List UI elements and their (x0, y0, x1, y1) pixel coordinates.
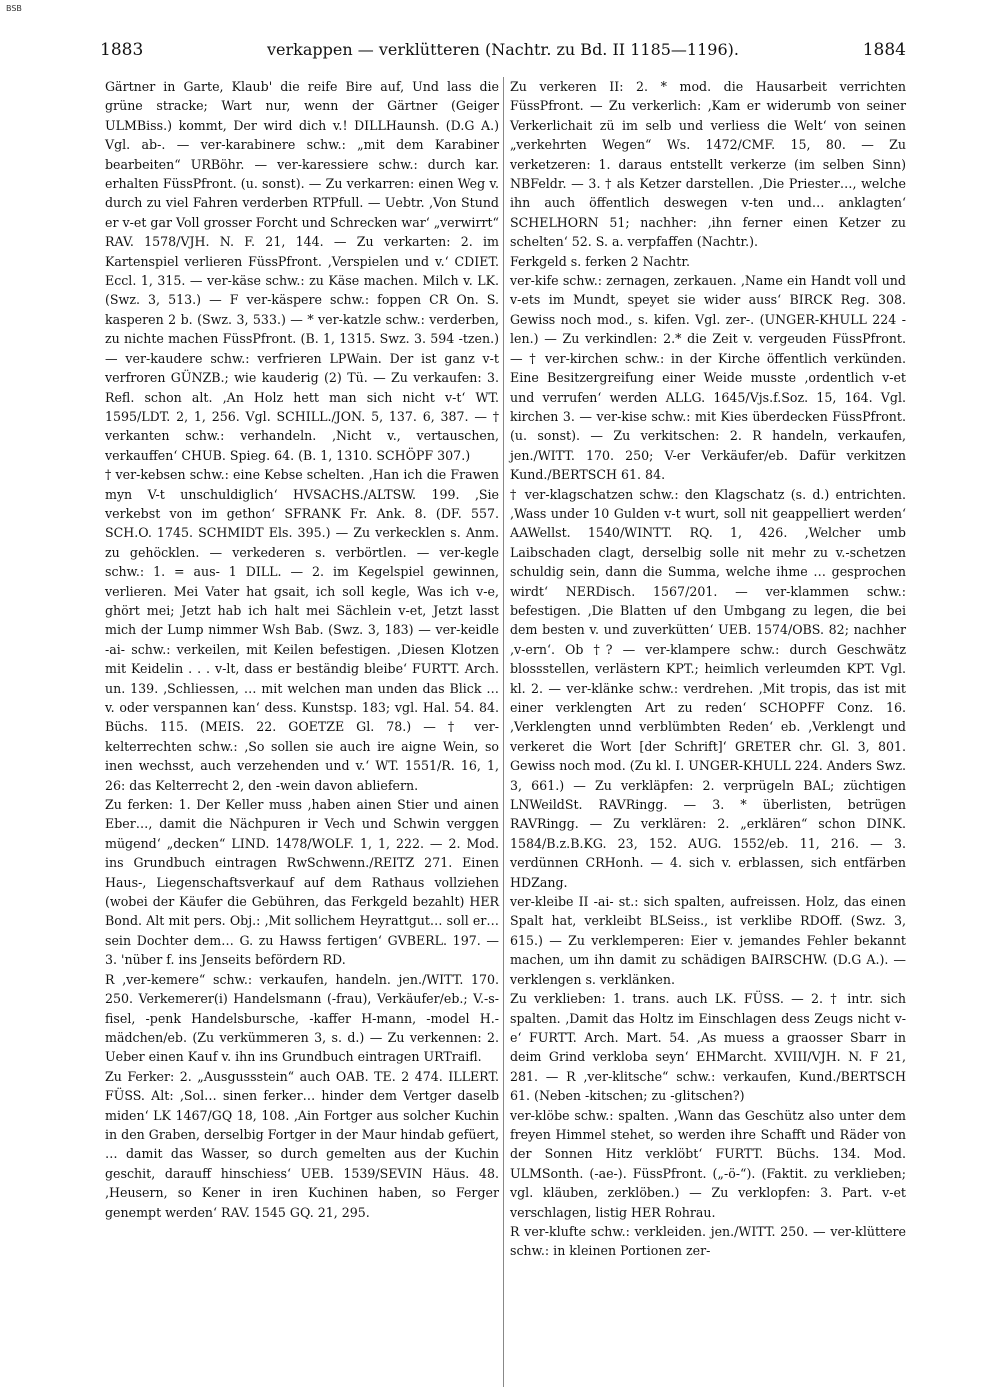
page-header (100, 40, 906, 66)
entry-paragraph: Gärtner in Garte, Klaub' die reife Bire auf, Und lass die grüne stracke; Wart nur, wenn der Gärtner (Geiger ULMBiss.) kommt, Der wird dich v.! DILLHaunsh. (D.G A.) Vgl. ab-. — ver-karabinere schw.: „mit dem Karabiner bearbeiten“ URBöhr. — ver-karessiere schw.: durch kar. erhalten FüssPfront. (u. sonst). — Zu verkarren: einen Weg v. durch zu viel Fahren verderben RTPfull. — Uebtr. ‚Von Stund er v-et gar Voll grosser Forcht und Schrecken war‘ „verwirrt“ RAV. 1578/VJH. N. F. 21, 144. — Zu verkarten: 2. im Kartenspiel verlieren FüssPfront. ‚Verspielen und v.‘ CDIET. Eccl. 1, 315. — ver-käse schw.: zu Käse machen. Milch v. LK. (Swz. 3, 513.) — F ver-käspere schw.: foppen CR On. S. kasperen 2 b. (Swz. 3, 533.) — * ver-katzle schw.: verderben, zu nichte machen FüssPfront. (B. 1, 1315. Swz. 3. 594 -tzen.) — ver-kaudere schw.: verfrieren LPWain. Der ist ganz v-t verfroren GÜNZB.; wie kauderig (2) Tü. — Zu verkaufen: 3. Refl. schon alt. ‚An Holz hett man sich nicht v-t‘ WT. 1595/LDT. 2, 1, 256. Vgl. SCHILL./JON. 5, 137. 6, 387. — † verkanten schw.: verhandeln. ‚Nicht v., vertauschen, verkauffen‘ CHUB. Spieg. 64. (B. 1, 1310. SCHÖPF 307.) (105, 79, 499, 463)
library-stamp: BSB (6, 4, 22, 13)
running-title: verkappen — verklütteren (Nachtr. zu Bd. II 1185—1196). (267, 40, 739, 59)
entry-paragraph: ver-kife schw.: zernagen, zerkauen. ‚Name ein Handt voll und v-ets im Mundt, speyet sie wider auss‘ BIRCK Reg. 308. Gewiss noch mod., s. kifen. Vgl. zer-. (UNGER-KHULL 224 -len.) — Zu verkindlen: 2.* die Zeit v. vergeuden FüssPfront. — † ver-kirchen schw.: in der Kirche öffentlich verkünden. Eine Besitzergreifung einer Weide musste ‚ordentlich v-et und verrufen‘ werden ALLG. 1645/Vjs.f.Soz. 15, 164. Vgl. kirchen 3. — ver-kise schw.: mit Kies überdecken FüssPfront. (u. sonst). — Zu verkitschen: 2. R handeln, verkaufen, jen./WITT. 170. 250; V-er Verkäufer/eb. Dafür verkitzen Kund./BERTSCH 61. 84. (510, 273, 906, 483)
entry-paragraph: ver-kleibe II -ai- st.: sich spalten, aufreissen. Holz, das einen Spalt hat, verkleibt BLSeiss., ist verklibe RDOff. (Swz. 3, 615.) — Zu verklemperen: Eier v. jemandes Fehler bekannt machen, um ihn damit zu schädigen BAIRSCHW. (D.G A.). — verklengen s. verklänken. (510, 894, 906, 987)
entry-paragraph: R ‚ver-kemere“ schw.: verkaufen, handeln. jen./WITT. 170. 250. Verkemerer(i) Handelsmann (-frau), Verkäufer/eb.; V.-s-fisel, -penk Handelsbursche, -kaffer H-mann, -model H.-mädchen/eb. (Zu verkümmeren 3, s. d.) — Zu verkennen: 2. Ueber einen Kauf v. ihn ins Grundbuch eintragen URTraifl. (105, 971, 499, 1065)
page-number-left: 1883 (100, 40, 144, 60)
entry-paragraph: † ver-klagschatzen schw.: den Klagschatz (s. d.) entrichten. ‚Wass under 10 Gulden v-t wurt, soll nit geappelliert werden‘ AAWellst. 1540/WINTT. RQ. 1, 426. ‚Welcher umb Laibschaden clagt, derselbig solle nit mehr zu v.-schetzen schuldig sein, dann die Summa, welche ihme … gesprochen wirdt‘ NERDisch. 1567/201. — ver-klammen schw.: befestigen. ‚Die Blatten uf den Umbgang zu legen, die bei dem besten v. und zuverkütten‘ UEB. 1574/OBS. 82; nachher ‚v-ern‘. Ob †? — ver-klampere schw.: durch Geschwätz blossstellen, verlästern KPT.; heimlich verleumden KPT. Vgl. kl. 2. — ver-klänke schw.: verdrehen. ‚Mit tropis, das ist mit einer verklengten Art zu reden‘ SCHOPFF Conz. 16. ‚Verklengten unnd verblümbten Reden‘ eb. ‚Verklengt und verkeret die Wort [der Schrift]‘ GRETER chr. Gl. 3, 801. Gewiss noch mod. (Zu kl. I. UNGER-KHULL 224. Anders Swz. 3, 661.) — Zu verkläpfen: 2. verprügeln BAL; züchtigen LNWeildSt. RAVRingg. — 3. * überlisten, betrügen RAVRingg. — Zu verklären: 2. „erklären“ schon DINK. 1584/B.z.B.KG. 23, 152. AUG. 1552/eb. 11, 216. — 3. verdünnen CRHonh. — 4. sich v. erblassen, sich entfärben HDZang. (510, 486, 906, 890)
entry-paragraph: Ferkgeld s. ferken 2 Nachtr. (510, 253, 690, 269)
entry-paragraph: Zu ferken: 1. Der Keller muss ‚haben ainen Stier und ainen Eber…, damit die Nächpuren ir Vech und Schwin verggen mügend‘ „decken“ LIND. 1478/WOLF. 1, 1, 222. — 2. Mod. ins Grundbuch eintragen RwSchwenn./REITZ 271. Einen Haus-, Liegenschaftsverkauf auf dem Rathaus vollziehen (wobei der Käufer die Gebühren, das Ferkgeld bezahlt) HER Bond. Alt mit pers. Obj.: ‚Mit sollichem Heyrattgut… soll er… sein Dochter dem… G. zu Hawss fertigen‘ GVBERL. 197. — 3. 'nüber f. ins Jenseits befördern RD. (105, 797, 499, 968)
page-number-right: 1884 (862, 40, 906, 60)
column-divider (503, 77, 504, 1387)
left-column (105, 77, 499, 1222)
entry-paragraph: ver-klöbe schw.: spalten. ‚Wann das Geschütz also unter dem freyen Himmel stehet, so werden ihre Schafft und Räder von der Sonnen Hitz verklöbt‘ FURTT. Büchs. 134. Mod. ULMSonth. (-ae-). FüssPfront. („-ö-“). (Faktit. zu verklieben; vgl. kläuben, zerklöben.) — Zu verklopfen: 3. Part. v-et verschlagen, listig HER Rohrau. (510, 1107, 906, 1220)
entry-paragraph: Zu verklieben: 1. trans. auch LK. FÜSS. — 2. † intr. sich spalten. ‚Damit das Holtz im Einschlagen dess Zeugs nicht v-e‘ FURTT. Arch. Mart. 54. ‚As muess a graosser Sbarr in deim Grind verkloba seyn‘ EHMarcht. XVIII/VJH. N. F 21, 281. — R ‚ver-klitsche“ schw.: verkaufen, Kund./BERTSCH 61. (Neben -kitschen; zu -glitschen?) (510, 991, 906, 1104)
entry-paragraph: † ver-kebsen schw.: eine Kebse schelten. ‚Han ich die Frawen myn V-t unschuldiglich‘ HVSACHS./ALTSW. 199. ‚Sie verkebst von im gethon‘ SFRANK Fr. Ank. 8. (DF. 557. SCH.O. 1745. SCHMIDT Els. 395.) — Zu verkecklen s. Anm. zu gehöcklen. — verkederen s. verbörtlen. — ver-kegle schw.: 1. = aus- 1 DILL. — 2. im Kegelspiel gewinnen, verlieren. Mei Vater hat gsait, ich soll kegle, Was ich v-e, ghört mei; Jetzt hab ich halt mei Sächlein v-et, Jetzt lasst mich der Lump nimmer Wsh Bab. (Swz. 3, 183) — ver-keidle -ai- schw.: verkeilen, mit Keilen befestigen. ‚Diesen Klotzen mit Keidelin . . . v-lt, dass er beständig bleibe‘ FURTT. Arch. un. 139. ‚Schliessen, … mit welchen man unden das Blick … v. oder verspannen kan‘ dess. Kunstsp. 183; vgl. Hal. 54. 84. Büchs. 115. (MEIS. 22. GOETZE Gl. 78.) — † ver-kelterrechten schw.: ‚So sollen sie auch ire aigne Wein, so inen wechsst, auch verzehenden und v.‘ WT. 1551/R. 16, 1, 26: das Kelterrecht 2, den -wein davon abliefern. (105, 467, 499, 793)
right-column (510, 77, 906, 1261)
entry-paragraph: R ver-klufte schw.: verkleiden. jen./WITT. 250. — ver-klüttere schw.: in kleinen Portionen zer- (510, 1223, 906, 1259)
entry-paragraph: Zu Ferker: 2. „Ausgussstein“ auch OAB. TE. 2 474. ILLERT. FÜSS. Alt: ‚Sol… sinen ferker… hinder dem Vertger daselb miden‘ LK 1467/GQ 18, 108. ‚Ain Fortger aus solcher Kuchin in den Graben, derselbig Fortger in der Maur hindab gefüert, … damit das Wasser, so durch gemelten aus der Kuchin geschit, darauff hinschiess‘ UEB. 1539/SEVIN Häus. 48. ‚Heusern, so Kener in iren Kuchinen haben, so Ferger genempt werden‘ RAV. 1545 GQ. 21, 295. (105, 1068, 499, 1220)
entry-paragraph: Zu verkeren II: 2. * mod. die Hausarbeit verrichten FüssPfront. — Zu verkerlich: ‚Kam er widerumb von seiner Verkerlichait zü im selb und verliess die Welt‘ von seinen „verkehrten Wegen“ Ws. 1472/CMF. 15, 80. — Zu verketzeren: 1. daraus entstellt verkerze (im selben Sinn) NBFeldr. — 3. † als Ketzer darstellen. ‚Die Priester…, welche ihn auch öffentlich deswegen v-ten und… anklagten‘ SCHELHORN 51; nachher: ‚ihn ferner einen Ketzer zu schelten‘ 52. S. a. verpfaffen (Nachtr.). (510, 79, 906, 250)
